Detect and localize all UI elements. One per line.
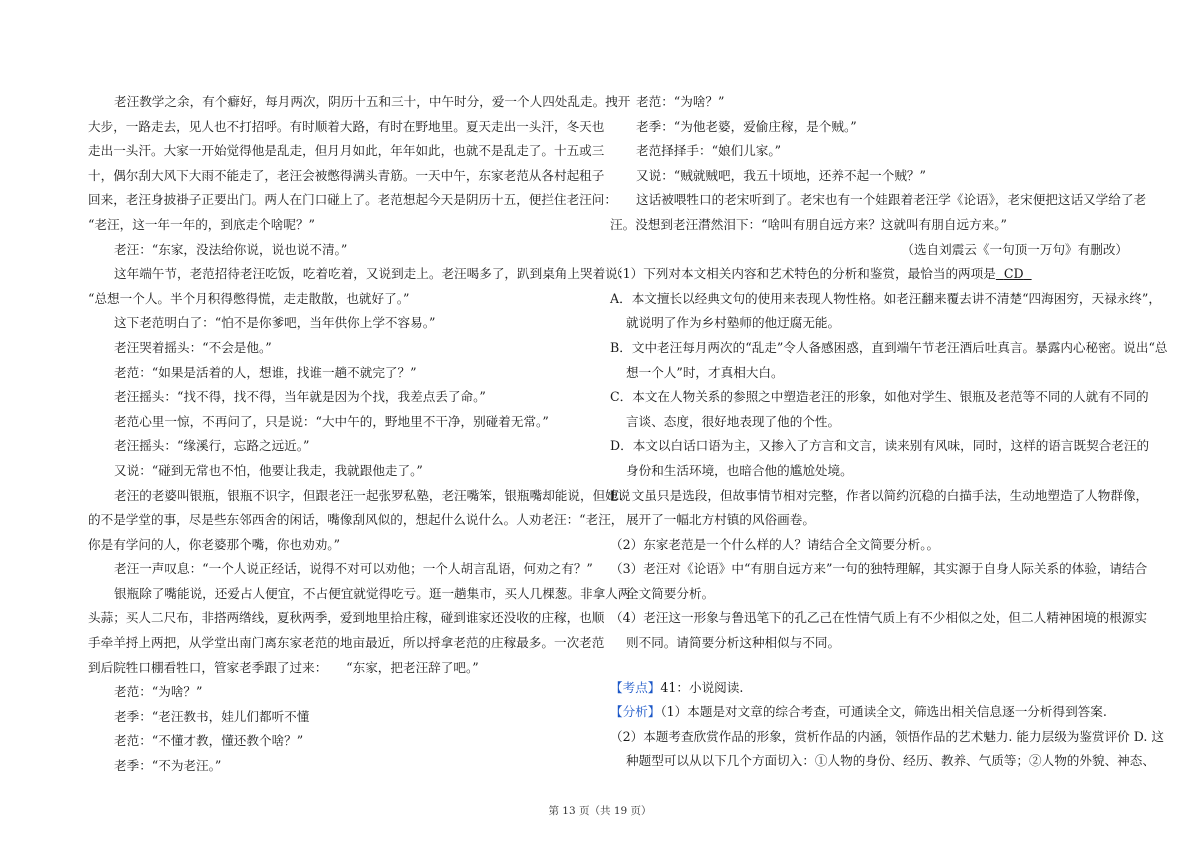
question-2: （2）东家老范是一个什么样的人？请结合全文简要分析。。 — [610, 536, 940, 552]
question-4: （4）老汪这一形象与鲁迅笔下的孔乙己在性情气质上有不少相似之处，但二人精神困境的根源实 — [610, 610, 1147, 626]
text-line: 大步，一路走去，见人也不打招呼。有时顺着大路，有时在野地里。夏天走出一头汗，冬天也 — [88, 118, 605, 134]
question-1-answer: CD — [1003, 266, 1024, 282]
source-citation: （选自刘震云《一句顶一万句》有删改） — [901, 241, 1128, 257]
text-line: 头蒜；买人二尺布，非搭两绺线，夏秋两季，爱到地里拾庄稼，碰到谁家还没收的庄稼，也顺 — [88, 610, 605, 626]
text-line: 老汪摇头：“找不得，找不得，当年就是因为个找，我差点丢了命。” — [114, 389, 486, 405]
fenxi-2-cont: 种题型可以从以下几个方面切入：①人物的身份、经历、教养、气质等；②人物的外貌、神态、 — [626, 753, 1155, 769]
text-line: 到后院牲口棚看牲口，管家老季跟了过来： “东家，把老汪辞了吧。” — [88, 659, 479, 675]
question-4-cont: 则不同。请简要分析这种相似与不同。 — [626, 635, 841, 651]
text-line: 这话被喂牲口的老宋听到了。老宋也有一个娃跟着老汪学《论语》，老宋便把这话又学给了老 — [636, 192, 1147, 208]
option-a: A．本文擅长以经典文句的使用来表现人物性格。如老汪翻来覆去讲不清楚“四海困穷，天禄永终”， — [610, 290, 1161, 306]
text-line: 老季：“不为老汪。” — [114, 758, 222, 774]
text-line: “总想一个人。半个月积得憋得慌，走走散散，也就好了。” — [88, 290, 410, 306]
text-line: 银瓶除了嘴能说，还爱占人便宜，不占便宜就觉得吃亏。逛一趟集市，买人几棵葱。非拿人两 — [114, 585, 631, 601]
kaodian-text: 41：小说阅读. — [660, 679, 744, 695]
question-1-prompt: （1）下列对本文相关内容和艺术特色的分析和鉴赏，最恰当的两项是 — [610, 266, 996, 282]
text-line: 老范心里一惊，不再问了，只是说：“大中午的，野地里不干净，别碰着无常。” — [114, 413, 549, 429]
text-line: “老汪，这一年一年的，到底走个啥呢？” — [88, 216, 315, 232]
question-1 — [610, 262, 1128, 287]
kaodian — [610, 676, 1128, 701]
text-line: 老范：“为啥？” — [114, 684, 203, 700]
text-line: 这下老范明白了：“怕不是你爹吧，当年供你上学不容易。” — [114, 315, 436, 331]
text-line: 老范：“如果是活着的人，想谁，找谁一趟不就完了？” — [114, 364, 417, 380]
text-line: 老汪教学之余，有个癖好，每月两次，阴历十五和三十，中午时分，爱一个人四处乱走。拽开 — [114, 94, 631, 109]
option-d: D．本文以白话口语为主，又掺入了方言和文言，读来别有风味，同时，这样的语言既契合老汪的 — [610, 438, 1150, 454]
option-b: B．文中老汪每月两次的“乱走”令人备感困惑，直到端午节老汪酒后吐真言。暴露内心秘密。说出“总 — [610, 339, 1168, 355]
fenxi-text: （1）本题是对文章的综合考查，可通读全文，筛选出相关信息逐一分析得到答案. — [660, 704, 1107, 720]
text-line: 老范：“为啥？” — [636, 94, 725, 109]
text-line: 老汪的老婆叫银瓶，银瓶不识字，但跟老汪一起张罗私塾，老汪嘴笨，银瓶嘴却能说，但她说 — [114, 487, 631, 503]
text-line: 老季：“老汪教书，娃儿们都听不懂 — [114, 708, 310, 724]
option-e: E．文虽只是选段，但故事情节相对完整，作者以简约沉稳的白描手法，生动地塑造了人物群像， — [610, 487, 1149, 503]
question-3: （3）老汪对《论语》中“有朋自远方来”一句的独特理解，其实源于自身人际关系的体验，请结合 — [610, 561, 1148, 577]
text-line: 的不是学堂的事，尽是些东邻西舍的闲话，嘴像刮风似的，想起什么说什么。人劝老汪：“老汪， — [88, 512, 624, 528]
text-line: 手牵羊捋上两把，从学堂出南门离东家老范的地亩最近，所以捋拿老范的庄稼最多。一次老范 — [88, 635, 605, 651]
fenxi-2: （2）本题考查欣赏作品的形象，赏析作品的内涵，领悟作品的艺术魅力. 能力层级为鉴赏评价 D. 这 — [610, 728, 1165, 744]
option-c: C．本文在人物关系的参照之中塑造老汪的形象，如他对学生、银瓶及老范等不同的人就有不同的 — [610, 389, 1149, 405]
question-3-cont: 全文简要分析。 — [626, 585, 715, 601]
left-column — [88, 90, 631, 779]
text-line: 汪。没想到老汪潸然泪下：“啥叫有朋自远方来？这就叫有朋自远方来。” — [610, 216, 1007, 232]
option-c-cont: 言谈、态度，很好地表现了他的个性。 — [626, 413, 841, 429]
text-line: 回来，老汪身披褂子正要出门。两人在门口碰上了。老范想起今天是阴历十五，便拦住老汪问： — [88, 192, 617, 208]
text-line: 老范择择手：“娘们儿家。” — [636, 143, 782, 159]
option-d-cont: 身份和生活环境，也暗合他的尴尬处境。 — [626, 462, 853, 478]
text-line: 老范：“不懂才教，懂还教个啥？” — [114, 733, 304, 749]
text-line: 老汪哭着摇头：“不会是他。” — [114, 339, 272, 355]
option-e-cont: 展开了一幅北方村镇的风俗画卷。 — [626, 512, 815, 528]
fenxi-tag: 【分析】 — [610, 704, 661, 720]
option-b-cont: 想一个人”时，才真相大白。 — [626, 364, 784, 380]
text-line: 又说：“碰到无常也不怕，他要让我走，我就跟他走了。” — [114, 462, 423, 478]
text-line: 十，偶尔刮大风下大雨不能走了，老汪会被憋得满头青筋。一天中午，东家老范从各村起租子 — [88, 167, 605, 183]
text-line: 老汪：“东家，没法给你说，说也说不清。” — [114, 241, 348, 257]
option-a-cont: 就说明了作为乡村塾师的他迂腐无能。 — [626, 315, 841, 331]
text-line: 走出一头汗。大家一开始觉得他是乱走，但月月如此，年年如此，也就不是乱走了。十五或三 — [88, 143, 605, 159]
kaodian-tag: 【考点】 — [610, 679, 661, 695]
text-line: 这年端午节，老范招待老汪吃饭，吃着吃着，又说到走上。老汪喝多了，趴到桌角上哭着说： — [114, 266, 631, 282]
right-column — [610, 90, 1168, 774]
text-line: 老汪一声叹息：“一个人说正经话，说得不对可以劝他；一个人胡言乱语，何劝之有？” — [114, 561, 593, 577]
text-line: 老汪摇头：“缘溪行，忘路之远近。” — [114, 438, 310, 454]
text-line: 老季：“为他老婆，爱偷庄稼，是个贼。” — [636, 118, 857, 134]
page-footer: 第 13 页（共 19 页） — [548, 805, 652, 817]
fenxi — [610, 700, 1128, 725]
text-line: 你是有学问的人，你老婆那个嘴，你也劝劝。” — [88, 536, 341, 552]
text-line: 又说：“贼就贼吧，我五十顷地，还养不起一个贼？” — [636, 167, 926, 183]
